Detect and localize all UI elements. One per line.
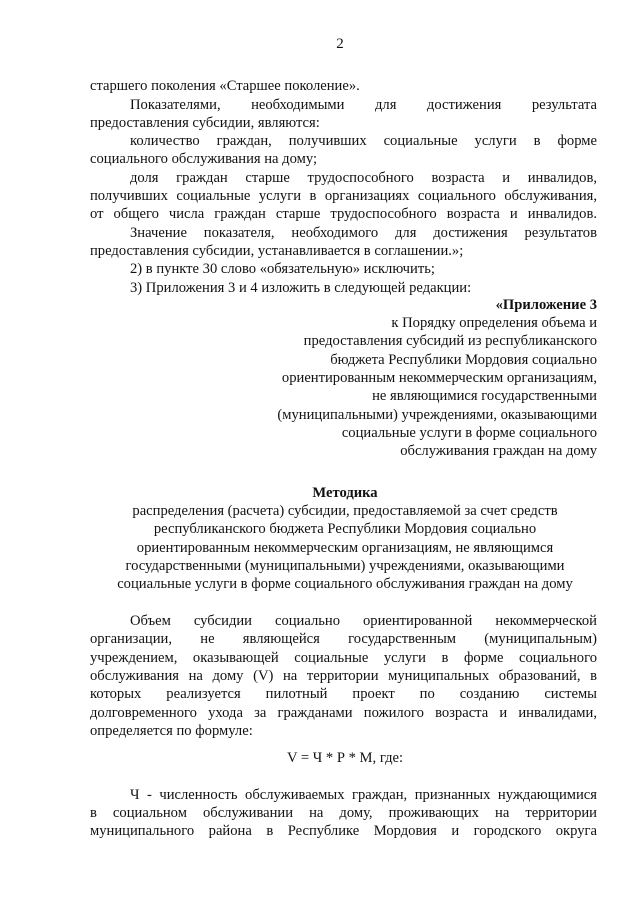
definition-line: муниципального района в Республике Мордовия и городского округа [90, 823, 597, 839]
definition-line: Ч - численность обслуживаемых граждан, признанных нуждающимися [130, 787, 597, 803]
formula: V = Ч * Р * М, где: [286, 750, 404, 766]
paragraph-line: организации, не являющейся государственным (муниципальным) [90, 631, 597, 647]
text-line: предоставления субсидии, устанавливается в соглашении.»; [90, 243, 464, 259]
methodology-title: Методика [312, 485, 378, 501]
appendix-line: ориентированным некоммерческим организациям, [281, 370, 597, 386]
appendix-title: «Приложение 3 [495, 297, 597, 313]
methodology-subtitle-line: государственными (муниципальными) учреждениями, оказывающими [125, 558, 565, 574]
appendix-line: социальные услуги в форме социального [341, 425, 597, 441]
appendix-line: обслуживания граждан на дому [400, 443, 597, 459]
appendix-line: предоставления субсидий из республиканского [303, 333, 597, 349]
text-line: предоставления субсидии, являются: [90, 115, 320, 131]
text-line: старшего поколения «Старшее поколение». [90, 78, 360, 94]
appendix-line: бюджета Республики Мордовия социально [330, 352, 597, 368]
methodology-subtitle-line: ориентированным некоммерческим организациям, не являющимся [136, 540, 554, 556]
paragraph-line: обслуживания на дому (V) на территории муниципальных образований, в [90, 668, 597, 684]
text-line: Показателями, необходимыми для достижения результата [130, 97, 597, 113]
text-line: 2) в пункте 30 слово «обязательную» исключить; [130, 261, 435, 277]
appendix-line: к Порядку определения объема и [391, 315, 597, 331]
paragraph-line: определяется по формуле: [90, 723, 253, 739]
methodology-subtitle-line: распределения (расчета) субсидии, предоставляемой за счет средств [132, 503, 558, 519]
methodology-subtitle-line: социальные услуги в форме социального обслуживания граждан на дому [117, 576, 573, 592]
text-line: Значение показателя, необходимого для достижения результатов [130, 225, 597, 241]
appendix-line: не являющимися государственными [372, 388, 597, 404]
page-number: 2 [336, 36, 344, 52]
text-line: от общего числа граждан старше трудоспособного возраста и инвалидов. [90, 206, 597, 222]
paragraph-line: которых реализуется пилотный проект по созданию системы [90, 686, 597, 702]
definition-line: в социальном обслуживании на дому, проживающих на территории [90, 805, 597, 821]
appendix-line: (муниципальными) учреждениями, оказывающими [277, 407, 597, 423]
methodology-subtitle-line: республиканского бюджета Республики Мордовия социально [153, 521, 537, 537]
text-line: социального обслуживания на дому; [90, 151, 318, 167]
paragraph-line: Объем субсидии социально ориентированной некоммерческой [130, 613, 597, 629]
paragraph-line: учреждением, оказывающей социальные услуги в форме социального [90, 650, 597, 666]
paragraph-line: долговременного ухода за гражданами пожилого возраста и инвалидами, [90, 705, 597, 721]
text-line: 3) Приложения 3 и 4 изложить в следующей редакции: [130, 280, 472, 296]
text-line: получивших социальные услуги в организациях социального обслуживания, [90, 188, 597, 204]
text-line: доля граждан старше трудоспособного возраста и инвалидов, [130, 170, 597, 186]
text-line: количество граждан, получивших социальные услуги в форме [130, 133, 597, 149]
